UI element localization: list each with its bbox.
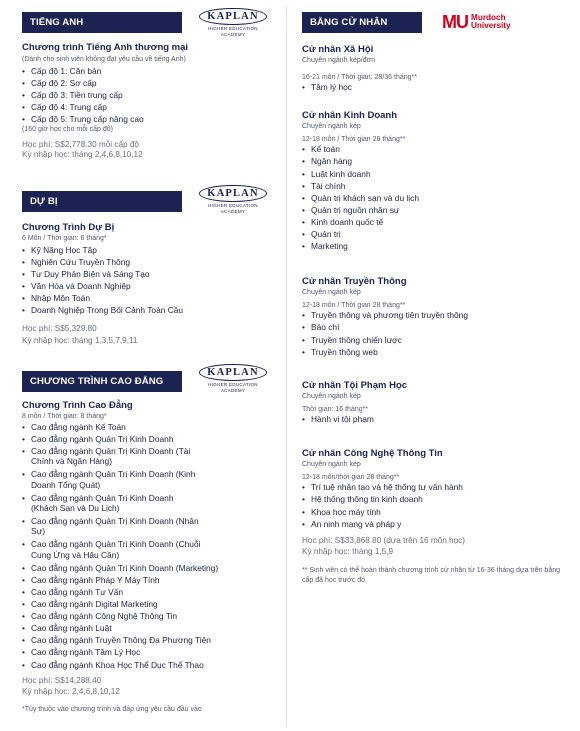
list-item: • Trí tuệ nhân tạo và hệ thống tư vấn hành [302,482,572,494]
list-item: • Cao đẳng ngành Quản Trị Kinh Doanh (Marketing) [22,563,254,575]
list-item: • Khoa học máy tính [302,507,572,519]
english-subtitle: (Dành cho sinh viên không đạt yêu cầu về tiếng Anh) [22,55,186,63]
list-item: • Cấp độ 3: Tiền trung cấp [22,90,280,102]
list-item: • Cao đẳng ngành Quản Trị Kinh Doanh (Nhân Sự) [22,516,202,539]
list-item: • Cao đẳng ngành Công Nghệ Thông Tin [22,611,254,623]
program-meta: Thời gian: 16 tháng** [302,405,369,413]
list-item: • Cao đẳng ngành Luật [22,623,254,635]
list-item: • Cao đẳng ngành Pháp Y Máy Tính [22,575,254,587]
bachelor-program-criminology [302,380,572,426]
murdoch-name-2: University [471,21,511,31]
diploma-meta: 8 môn / Thời gian: 8 tháng* [22,412,107,420]
bachelor-banner: BẰNG CỬ NHÂN [302,12,422,33]
list-item: • Cao đẳng ngành Quản Trị Kinh Doanh (Khách Sạn và Du Lịch) [22,493,202,516]
list-item: • Cao đẳng ngành Digital Marketing [22,599,254,611]
program-major: Chuyên ngành kép [302,122,361,130]
list-item: • Tư Duy Phản Biện và Sáng Tạo [22,269,280,281]
list-item: • Tâm lý học [302,82,572,94]
diploma-banner: CHƯƠNG TRÌNH CAO ĐẲNG [22,371,182,392]
list-item: • Ngân hàng [302,156,572,168]
list-item: • Quản trị nguồn nhân sự [302,205,572,217]
list-item: • Báo chí [302,322,572,334]
foundation-fee: Học phí: S$5,329.80 [22,324,97,334]
foundation-subjects [22,245,280,318]
program-title: Cử nhân Công Nghệ Thông Tin [302,448,443,459]
program-majors [302,482,572,530]
bachelor-program-social [302,44,572,94]
english-fee: Học phí: S$2,778.30 mỗi cấp độ [22,139,139,149]
diploma-section [22,400,280,715]
bachelor-footnote: ** Sinh viên có thể hoàn thành chương trình cử nhân từ 16-36 tháng dựa trên bằng cấp đã học trước đó. [302,567,561,584]
murdoch-mark: MU [442,12,468,32]
list-item: • Kinh doanh quốc tế [302,217,572,229]
program-majors [302,310,572,358]
program-meta: 16-21 môn / Thời gian: 28/36 tháng** [302,73,417,81]
murdoch-name-1: Murdoch [471,13,506,23]
program-title: Cử nhân Xã Hội [302,44,374,55]
foundation-meta: 6 Môn / Thời gian: 6 tháng* [22,234,107,242]
kaplan-logo: KAPLAN HIGHER EDUCATION ACADEMY [196,8,270,37]
bachelor-intake: Kỳ nhập học: tháng 1,5,9 [302,547,394,556]
list-item: • Nhập Môn Toán [22,293,280,305]
list-item: • Cao đẳng ngành Quản Trị Kinh Doanh (Kinh Doanh Tổng Quát) [22,469,202,492]
english-title: Chương trình Tiếng Anh thương mại [22,42,189,53]
list-item: • Cao đẳng ngành Quản Trị Kinh Doanh [22,434,254,446]
list-item: • Truyền thông web [302,347,572,359]
list-item: • Cao đẳng ngành Quản Trị Kinh Doanh (Chuỗi Cung Ứng và Hậu Cần) [22,539,202,562]
bachelor-program-it [302,448,572,585]
program-title: Cử nhân Kinh Doanh [302,110,398,121]
list-item: • Quản trị khách sạn và du lịch [302,193,572,205]
list-item: • Văn Hóa và Doanh Nghiệp [22,281,280,293]
program-meta: 12-18 môn / Thời gian 28 tháng** [302,135,406,143]
list-item: • Cao đẳng ngành Tư Vấn [22,587,254,599]
bachelor-fee: Học phí: S$33,868.80 (dựa trên 16 môn học) [302,535,465,545]
list-item: • Cao đẳng ngành Truyền Thông Đa Phương Tiện [22,635,254,647]
english-section [22,42,280,160]
foundation-intake: Kỳ nhập học: tháng 1,3,5,7,9,11 [22,336,138,346]
list-item: • Cấp độ 1: Căn bản [22,66,280,78]
list-item: • Tài chính [302,181,572,193]
diploma-intake: Kỳ nhập học: 2,4,6,8,10,12 [22,686,120,696]
english-banner: TIẾNG ANH [22,12,182,33]
list-item: • Marketing [302,241,572,253]
murdoch-logo [442,11,511,34]
list-item: • Cấp độ 2: Sơ cấp [22,78,280,90]
bachelor-program-communication [302,276,572,359]
foundation-banner: DỰ BỊ [22,191,182,212]
list-item: • Cao đẳng ngành Khoa Học Thể Dục Thể Thao [22,660,254,672]
diploma-fee: Học phí: S$14,288.40 [22,675,102,685]
list-item: • Cao đẳng ngành Tâm Lý Học [22,647,254,659]
list-item: • Quản trị [302,229,572,241]
program-major: Chuyên ngành kép/đơn [302,56,376,64]
list-item: • Luật kinh doanh [302,169,572,181]
list-item: • Hành vi tội phạm [302,414,572,426]
program-title: Cử nhân Truyền Thông [302,276,407,287]
program-major: Chuyên ngành kép [302,288,361,296]
program-major: Chuyên ngành kép [302,460,361,468]
program-majors [302,144,572,253]
list-item: • Cấp độ 4: Trung cấp [22,102,280,114]
list-item: • Truyền thông chiến lược [302,335,572,347]
list-item: • Hệ thống thông tin kinh doanh [302,494,572,506]
list-item: • An ninh mạng và pháp y [302,519,572,531]
bachelor-program-business [302,110,572,253]
program-title: Cử nhân Tội Phạm Học [302,380,408,391]
column-divider [286,6,287,726]
list-item: • Truyền thông và phương tiện truyền thông [302,310,572,322]
foundation-section [22,222,280,347]
program-meta: 12-18 môn/thời gian 28 tháng** [302,473,400,481]
program-major: Chuyên ngành kép [302,392,361,400]
list-item: • Cao đẳng ngành Kế Toán [22,422,254,434]
list-item: • Cao đẳng ngành Quản Trị Kinh Doanh (Tài Chính và Ngân Hàng) [22,446,202,469]
kaplan-logo: KAPLAN HIGHER EDUCATION ACADEMY [196,364,270,393]
kaplan-logo: KAPLAN HIGHER EDUCATION ACADEMY [196,185,270,214]
english-note: (160 giờ học cho mỗi cấp độ) [22,126,113,134]
diploma-footnote: *Tùy thuộc vào chương trình và đáp ứng yêu cầu đầu vào [22,706,202,714]
list-item: • Doanh Nghiệp Trong Bối Cảnh Toàn Cầu [22,305,280,317]
english-levels [22,66,280,126]
english-intake: Kỳ nhập học: tháng 2,4,6,8,10,12 [22,150,143,160]
list-item: • Kỹ Năng Học Tập [22,245,280,257]
program-meta: 12-18 môn / Thời gian 28 tháng** [302,301,406,309]
program-majors [302,82,572,94]
list-item: • Nghiên Cứu Truyền Thông [22,257,280,269]
list-item: • Cấp độ 5: Trung cấp nâng cao [22,114,280,126]
foundation-title: Chương Trình Dự Bị [22,222,115,233]
diploma-programs [22,422,254,672]
diploma-title: Chương Trình Cao Đẳng [22,400,133,411]
program-majors [302,414,572,426]
list-item: • Kế toán [302,144,572,156]
